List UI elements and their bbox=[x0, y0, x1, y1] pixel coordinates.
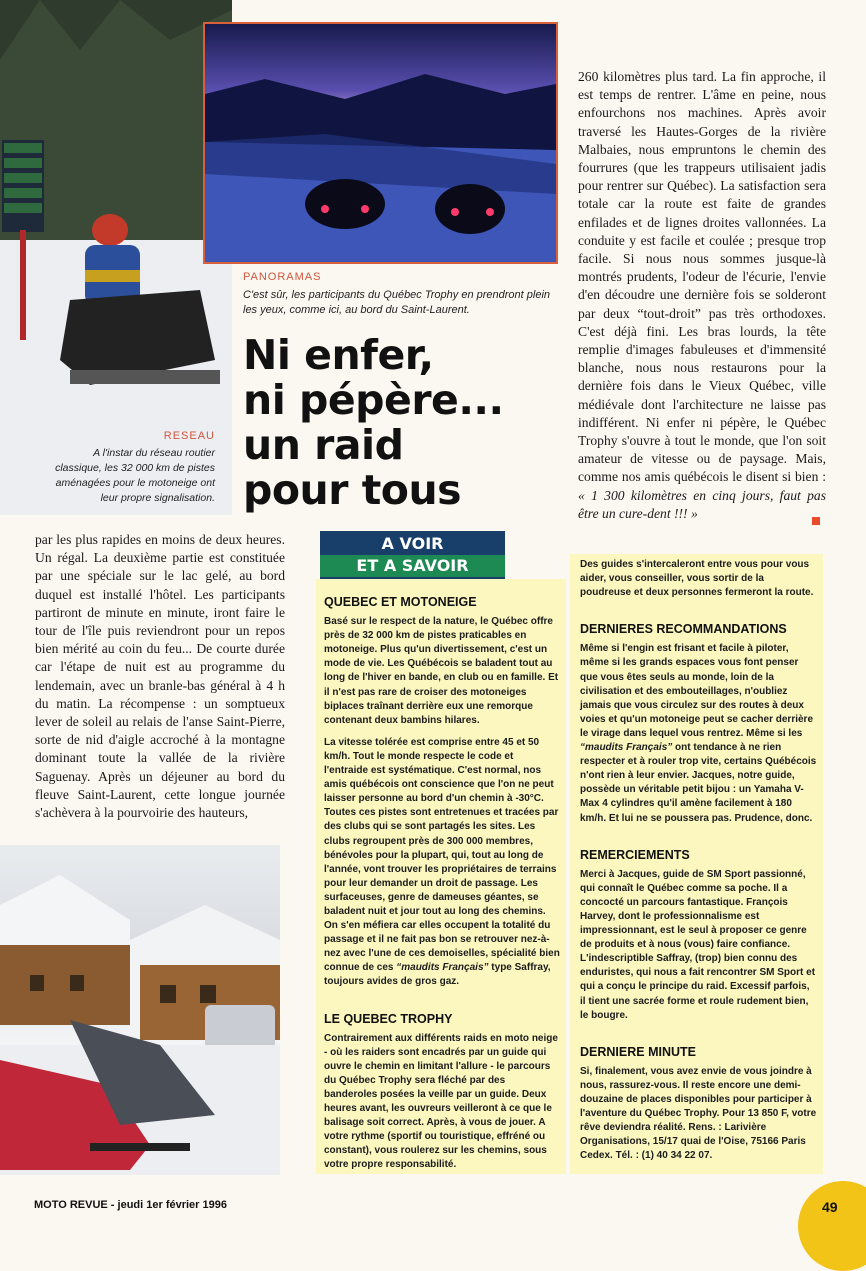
caption-reseau-text: A l'instar du réseau routier classique, les 32 000 km de pistes aménagées pour le motoneige ont leur propre signalisation. bbox=[55, 447, 215, 504]
sidebar-column-1 bbox=[316, 579, 566, 1174]
headline-line-2: ni pépère... bbox=[243, 376, 504, 424]
sidebar-column-2 bbox=[570, 554, 823, 1174]
heading-quebec-motoneige: QUEBEC ET MOTONEIGE bbox=[324, 595, 477, 609]
right-column-text: 260 kilomètres plus tard. La fin approche, il est temps de rentrer. L'âme en peine, nous enfourchons nos machines. Après avoir traversé les Hautes-Gorges de la rivière Malbaies, nous empruntons le chemin des fourrures (que les trappeurs utilisaient jadis pour rentrer sur Québec). La satisfaction sera totale car la route est faite de grandes enfilades et de lignes droites vallonnées. La conduite y est facile et coulée ; presque trop facile. Si nous nous sommes jusque-là montrés prudents, l'odeur de l'écurie, l'envie d'en découdre une dernière fois se solderont par deux “tout-droit” pas très orthodoxes. C'est déjà fini. Les bras lourds, la tête remplie d'images fabuleuses et d'immensité blanche, nous nous restaurons pour la dernière fois dans le Vieux Québec, ville médiévale dont l'architecture ne laisse pas indifférent. Ni enfer ni pépère, le Québec Trophy s'ouvre à tout le monde, que l'on soit amateur de vitesse ou de paysage. Mais, comme nos amis québécois le disent si bien : bbox=[578, 69, 826, 485]
remerciements-text: Merci à Jacques, guide de SM Sport passionné, qui connaît le Québec comme sa poche. Il a concocté un parcours fantastique. François Harvey, dont le professionnalisme est impressionnant, est le seul à proposer ce genre de produits et à nous (vous) faire confiance. L'indescriptible Saffray, (trop) bien connu des enduristes, qui nous a fait rencontrer SM Sport et qui a conçu le principe du raid. Excessif parfois, il tient une sacrée forme et roule rudement bien, le bougre. bbox=[580, 868, 816, 1021]
headline-line-3: un raid bbox=[243, 421, 404, 469]
guides-text: Des guides s'intercaleront entre vous pour vous aider, vous conseiller, vous sortir de la poudreuse et deux personnes fermeront la route. bbox=[580, 559, 814, 599]
footer-magazine-date: MOTO REVUE - jeudi 1er février 1996 bbox=[34, 1199, 227, 1211]
headline-line-1: Ni enfer, bbox=[243, 331, 434, 379]
trophy-text: Contrairement aux différents raids en moto neige - où les raiders sont encadrés par un guide qui ouvre le chemin en limitant l'allure - le parcours du Québec Trophy sera fléché par des banderoles posées la veille par un guide. Deux heures avant, les ouvreurs veilleront à ce que le balisage soit correct. Après, à vous de jouer. A votre rythme (sportif ou touristique, effréné ou constant), vous roulerez sur les chemins, sous votre propre responsabilité. bbox=[324, 1032, 558, 1171]
photo-night-panorama bbox=[203, 22, 558, 264]
caption-reseau-title: RESEAU bbox=[163, 430, 215, 442]
derniere-minute-text: Si, finalement, vous avez envie de vous joindre à nous, rassurez-vous. Il reste encore une demi-douzaine de places disponibles pour participer à l'aventure du Québec Trophy. Pour 13 850 F, votre rêve deviendra réalité. Rens. : Larivière Organisations, 15/17 quai de l'Oise, 75166 Paris Cedex. Tél. : (1) 40 34 22 07. bbox=[580, 1065, 817, 1162]
a-voir-box bbox=[320, 531, 505, 579]
quebec-text-1: Basé sur le respect de la nature, le Québec offre près de 32 000 km de pistes praticables en motoneige. Plus qu'un divertissement, c'est un mode de vie. Les Québécois se baladent tout au long de l'hiver en bande, en club ou en famille. Et il n'est pas rare de croiser des motoneiges biplaces traînant derrière eux une remorque contenant deux bambins hilares. bbox=[324, 616, 559, 726]
page-number-tab bbox=[798, 1181, 866, 1271]
heading-remerciements: REMERCIEMENTS bbox=[580, 847, 690, 862]
article-headline bbox=[243, 333, 573, 513]
quebec-italic: “maudits Français” bbox=[396, 962, 489, 974]
heading-recommandations: DERNIERES RECOMMANDATIONS bbox=[580, 622, 787, 637]
reco-italic: “maudits Français” bbox=[580, 742, 673, 754]
a-voir-line-1: A VOIR bbox=[381, 534, 444, 553]
heading-quebec-trophy: LE QUEBEC TROPHY bbox=[324, 1011, 453, 1026]
quebec-text-3: type Saffray, toujours avides de gros gaz. bbox=[324, 962, 551, 988]
a-voir-line-2: ET A SAVOIR bbox=[320, 555, 505, 577]
quebec-text-2: La vitesse tolérée est comprise entre 45 et 50 km/h. Tout le monde respecte le code et l'entraide est systématique. C'est normal, nos amis québécois ont conscience que l'on ne peut laisser personne au bord d'un chemin à -30°C. Toutes ces pistes sont entretenues et tracées par des clubs qui se sont partagés les sites. Les clubs regroupent près de 300 000 membres, bénévoles pour la plupart, qui, tout au long de l'année, vont trouver les propriétaires de terrains pour leur demander un droit de passage. Les surfaceuses, genre de dameuses géantes, se baladent nuit et jour tout au long des chemins. On s'en méfiera car elles occupent la totalité du passage et il ne fait pas bon se retrouver nez-à-nez avec l'une de ces demoiselles, spécialité bien connue de ces bbox=[324, 736, 560, 974]
article-right-column bbox=[578, 68, 826, 523]
caption-panoramas-text: C'est sûr, les participants du Québec Trophy en prendront plein les yeux, comme ici, au bord du Saint-Laurent. bbox=[243, 289, 551, 316]
caption-panoramas-title: PANORAMAS bbox=[243, 271, 322, 283]
reco-text-1: Même si l'engin est frisant et facile à piloter, même si les grands espaces vous font penser que vous êtes seuls au monde, loin de la civilisation et des embouteillages, n'oubliez jamais que vous circulez sur des routes à deux voies et qu'un motoneige peut se cacher derrière le virage dans lequel vous rentrez. Même si les bbox=[580, 643, 814, 739]
end-of-article-mark bbox=[812, 517, 820, 525]
photo-chalet-snowmobiles bbox=[0, 845, 280, 1175]
heading-derniere-minute: DERNIERE MINUTE bbox=[580, 1044, 696, 1059]
page-number: 49 bbox=[822, 1199, 838, 1215]
headline-line-4: pour tous bbox=[243, 466, 462, 514]
article-left-column: par les plus rapides en moins de deux heures. Un régal. La deuxième partie est constituée par une spéciale sur le lac gelé, au bord duquel est installé l'hôtel. Les participants partiront de minute en minute, iront faire le tour de l'île puis reviendront pour un repos bien mérité au coin du feu... De courte durée car l'étape de nuit est au programme du lendemain, avec un branle-bas général à 4 h du matin. La récompense : un somptueux lever de soleil au relais de l'anse Saint-Pierre, sorte de nid d'aigle accroché à la montagne dominant toute la vallée de la rivière Saguenay. Après un déjeuner au bord du fleuve Saint-Laurent, cette longue journée s'achèvera à la pourvoirie des hauteurs, bbox=[35, 532, 285, 821]
closing-quote: « 1 300 kilomètres en cinq jours, faut pas être un cure-dent !!! » bbox=[578, 487, 826, 521]
reco-text-2: ont tendance à ne rien respecter et à rouler trop vite, certains Québécois n'ont rien à leur envier. Jacques, notre guide, possède un véritable petit bijou : un Yamaha V-Max 4 cylindres qu'il amène facilement à 180 km/h. Et lui ne se poussera pas. Prudence, donc. bbox=[580, 742, 817, 824]
